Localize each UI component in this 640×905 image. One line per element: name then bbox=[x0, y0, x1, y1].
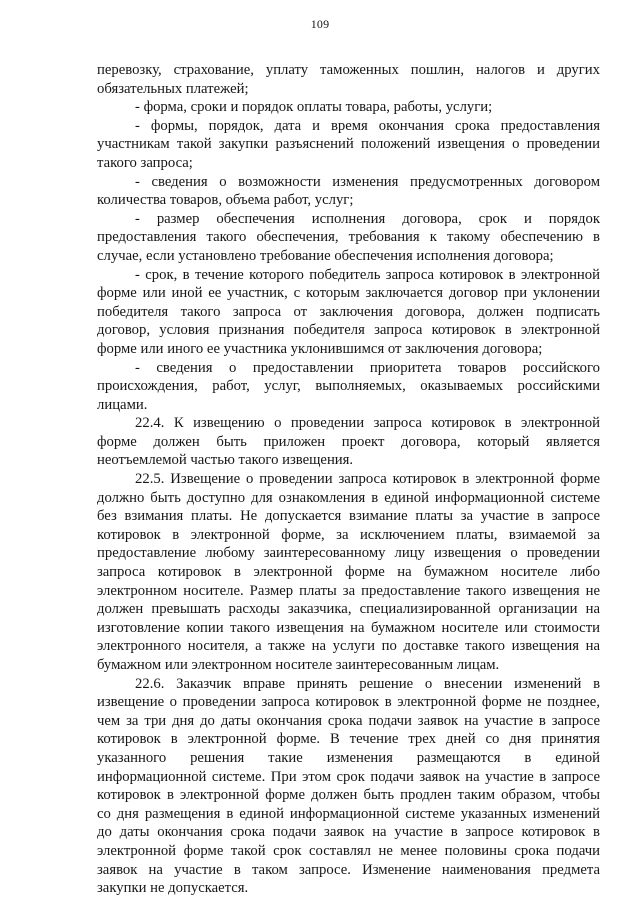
text-line: до даты окончания срока подачи заявок на участие в запросе котировок в bbox=[97, 824, 600, 841]
text-line: договор, условия признания победителя запроса котировок в электронной bbox=[97, 322, 600, 339]
text-line: происхождения, работ, услуг, выполняемых, оказываемых российскими bbox=[97, 378, 600, 395]
text-line: обязательных платежей; bbox=[97, 80, 249, 97]
text-line: случае, если установлено требование обеспечения исполнения договора; bbox=[97, 247, 554, 264]
text-line: должен превышать расходы заказчика, специализированной организации на bbox=[97, 601, 600, 618]
text-line: - срок, в течение которого победитель запроса котировок в электронной bbox=[135, 266, 600, 283]
paragraph bbox=[97, 210, 600, 266]
text-line: - форма, сроки и порядок оплаты товара, работы, услуги; bbox=[135, 99, 493, 116]
text-line: 22.4. К извещению о проведении запроса котировок в электронной bbox=[135, 415, 600, 432]
text-line: чем за три дня до даты окончания срока подачи заявок на участие в запросе bbox=[97, 712, 600, 729]
text-line: электронного носителя, а также на услуги по доставке такого извещения на bbox=[97, 638, 600, 655]
text-line: со дня размещения в единой информационной системе указанных изменений bbox=[97, 805, 600, 822]
text-line: 22.5. Извещение о проведении запроса котировок в электронной форме bbox=[135, 471, 600, 488]
text-line: извещение о проведении запроса котировок в электронной форме не позднее, bbox=[97, 694, 600, 711]
text-line: указанного решения такие изменения размещаются в единой bbox=[97, 749, 600, 766]
text-line: такого запроса; bbox=[97, 154, 193, 171]
paragraph bbox=[97, 61, 600, 98]
text-line: - сведения о возможности изменения предусмотренных договором bbox=[135, 173, 600, 190]
text-line: форме или иного ее участника уклонившимся от заключения договора; bbox=[97, 340, 543, 357]
text-line: котировок в электронной форме. В течение трех дней со дня принятия bbox=[97, 731, 600, 748]
page-number: 109 bbox=[310, 17, 330, 31]
document-body bbox=[97, 61, 600, 898]
text-line: неотъемлемой частью такого извещения. bbox=[97, 452, 354, 469]
text-line: без взимания платы. Не допускается взимание платы за участие в запросе bbox=[97, 508, 600, 525]
paragraph bbox=[97, 117, 600, 173]
text-line: электронном носителе. Размер платы за предоставление такого извещения не bbox=[97, 582, 600, 599]
text-line: запроса котировок в электронной форме на бумажном носителе либо bbox=[97, 564, 600, 581]
paragraph bbox=[97, 414, 600, 470]
text-line: перевозку, страхование, уплату таможенных пошлин, налогов и других bbox=[97, 62, 600, 78]
text-line: информационной системе. При этом срок подачи заявок на участие в запросе bbox=[97, 768, 600, 785]
paragraph bbox=[97, 675, 600, 898]
text-line: предоставление любому заинтересованному лицу извещения о проведении bbox=[97, 545, 600, 562]
text-line: победителя такого запроса от заключения договора, должен подписать bbox=[97, 303, 600, 320]
text-line: закупки не допускается. bbox=[97, 880, 249, 897]
paragraph bbox=[97, 98, 600, 117]
text-line: должно быть доступно для ознакомления в единой информационной системе bbox=[97, 489, 600, 506]
text-line: участникам такой закупки разъяснений положений извещения о проведении bbox=[97, 136, 600, 153]
text-line: котировок в электронной форме должен быть продлен таким образом, чтобы bbox=[97, 787, 600, 804]
text-line: форме должен быть приложен проект договора, который является bbox=[97, 433, 600, 450]
text-line: количества товаров, объема работ, услуг; bbox=[97, 192, 354, 209]
text-line: - формы, порядок, дата и время окончания срока предоставления bbox=[135, 117, 600, 134]
paragraph bbox=[97, 470, 600, 675]
text-line: - размер обеспечения исполнения договора, срок и порядок bbox=[135, 210, 600, 227]
text-line: электронной форме такой срок составлял не менее половины срока подачи bbox=[97, 842, 600, 859]
text-line: 22.6. Заказчик вправе принять решение о внесении изменений в bbox=[135, 675, 600, 692]
text-line: - сведения о предоставлении приоритета товаров российского bbox=[135, 359, 600, 376]
text-line: котировок в электронной форме, за исключением платы, взимаемой за bbox=[97, 526, 600, 543]
text-line: лицами. bbox=[97, 396, 148, 413]
text-line: изготовление копии такого извещения на бумажном носителе или стоимости bbox=[97, 619, 600, 636]
paragraph bbox=[97, 173, 600, 210]
paragraph bbox=[97, 359, 600, 415]
text-line: предоставления такого обеспечения, требования к такому обеспечению в bbox=[97, 229, 600, 246]
paragraph bbox=[97, 266, 600, 359]
text-line: бумажном или электронном носителе заинтересованным лицам. bbox=[97, 657, 500, 673]
text-line: заявок на участие в таком запросе. Изменение наименования предмета bbox=[97, 861, 600, 878]
text-line: форме или иной ее участник, с которым заключается договор при уклонении bbox=[97, 285, 600, 302]
